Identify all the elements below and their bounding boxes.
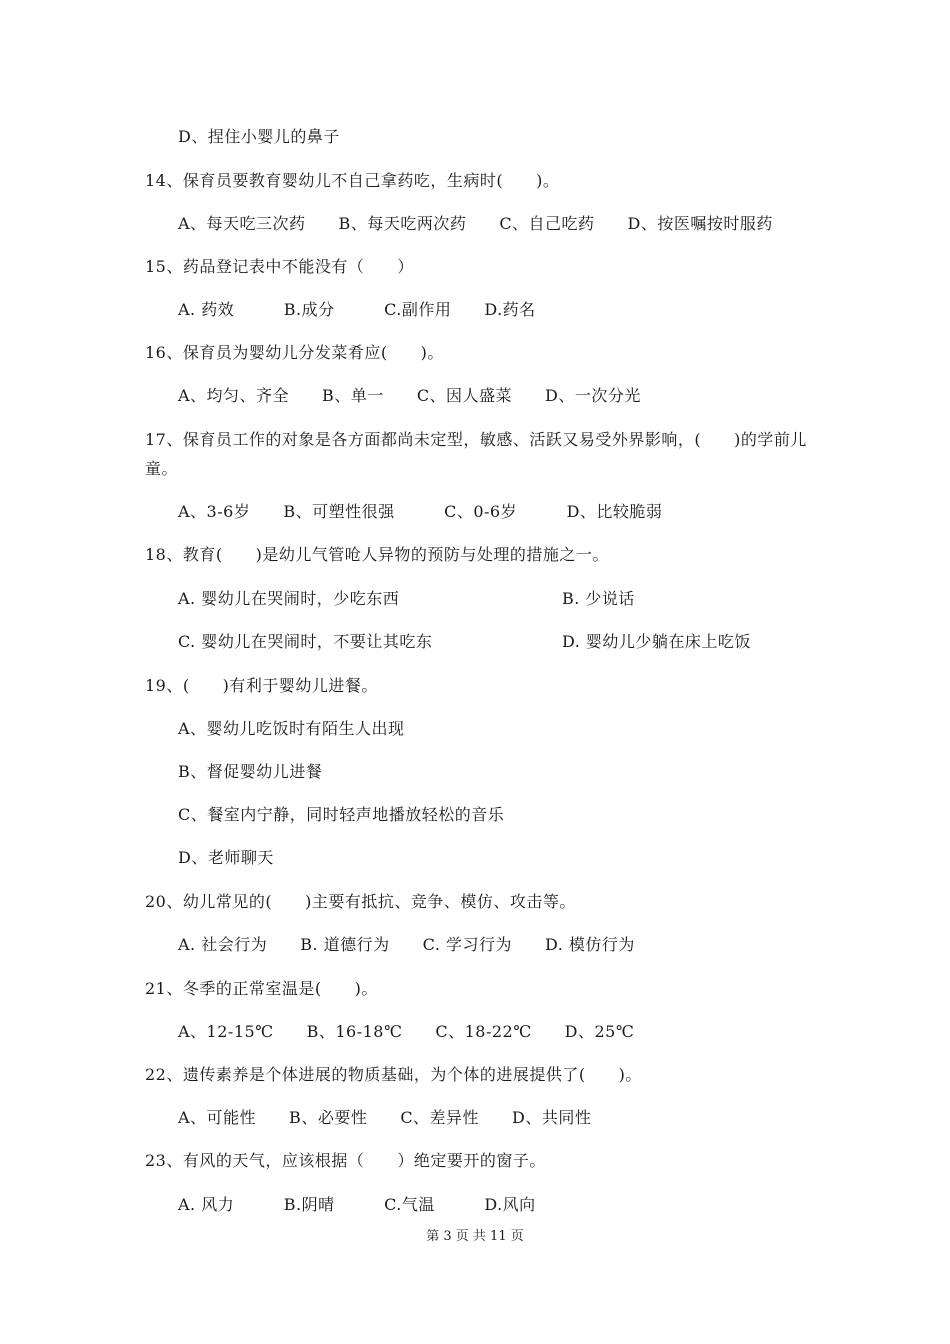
q23-stem: 23、有风的天气，应该根据（ ）绝定要开的窗子。: [145, 1151, 546, 1170]
q23-options: A. 风力 B.阴晴 C.气温 D.风向: [178, 1195, 536, 1214]
q17-options: A、3-6岁 B、可塑性很强 C、0-6岁 D、比较脆弱: [178, 502, 663, 521]
q16-options: A、均匀、齐全 B、单一 C、因人盛菜 D、一次分光: [178, 386, 641, 405]
q18-option-b: B. 少说话: [562, 589, 635, 608]
q17-stem-line1: 17、保育员工作的对象是各方面都尚未定型，敏感、活跃又易受外界影响，( )的学前儿: [145, 430, 807, 449]
q14-options: A、每天吃三次药 B、每天吃两次药 C、自己吃药 D、按医嘱按时服药: [178, 214, 773, 233]
q19-stem: 19、( )有利于婴幼儿进餐。: [145, 676, 378, 695]
page-footer: 第 3 页 共 11 页: [426, 1229, 524, 1244]
q18-option-a: A. 婴幼儿在哭闹时，少吃东西: [178, 589, 400, 608]
q14-stem: 14、保育员要教育婴幼儿不自己拿药吃，生病时( )。: [145, 171, 560, 190]
q22-stem: 22、遗传素养是个体进展的物质基础，为个体的进展提供了( )。: [145, 1065, 642, 1084]
q17-stem-line2: 童。: [145, 459, 179, 478]
q20-options: A. 社会行为 B. 道德行为 C. 学习行为 D. 模仿行为: [178, 935, 635, 954]
q19-option-a: A、婴幼儿吃饭时有陌生人出现: [178, 719, 405, 738]
q13-option-d: D、捏住小婴儿的鼻子: [178, 127, 340, 146]
q18-option-c: C. 婴幼儿在哭闹时，不要让其吃东: [178, 632, 433, 651]
q22-options: A、可能性 B、必要性 C、差异性 D、共同性: [178, 1108, 592, 1127]
q16-stem: 16、保育员为婴幼儿分发菜肴应( )。: [145, 343, 444, 362]
q21-options: A、12-15℃ B、16-18℃ C、18-22℃ D、25℃: [178, 1022, 635, 1041]
q15-stem: 15、药品登记表中不能没有（ ）: [145, 257, 414, 276]
q19-option-c: C、餐室内宁静，同时轻声地播放轻松的音乐: [178, 805, 505, 824]
q21-stem: 21、冬季的正常室温是( )。: [145, 979, 378, 998]
q19-option-b: B、督促婴幼儿进餐: [178, 762, 323, 781]
q20-stem: 20、幼儿常见的( )主要有抵抗、竞争、模仿、攻击等。: [145, 892, 576, 911]
q19-option-d: D、老师聊天: [178, 848, 274, 867]
q15-options: A. 药效 B.成分 C.副作用 D.药名: [178, 300, 536, 319]
q18-option-d: D. 婴幼儿少躺在床上吃饭: [562, 632, 751, 651]
q18-stem: 18、教育( )是幼儿气管呛人异物的预防与处理的措施之一。: [145, 545, 609, 564]
